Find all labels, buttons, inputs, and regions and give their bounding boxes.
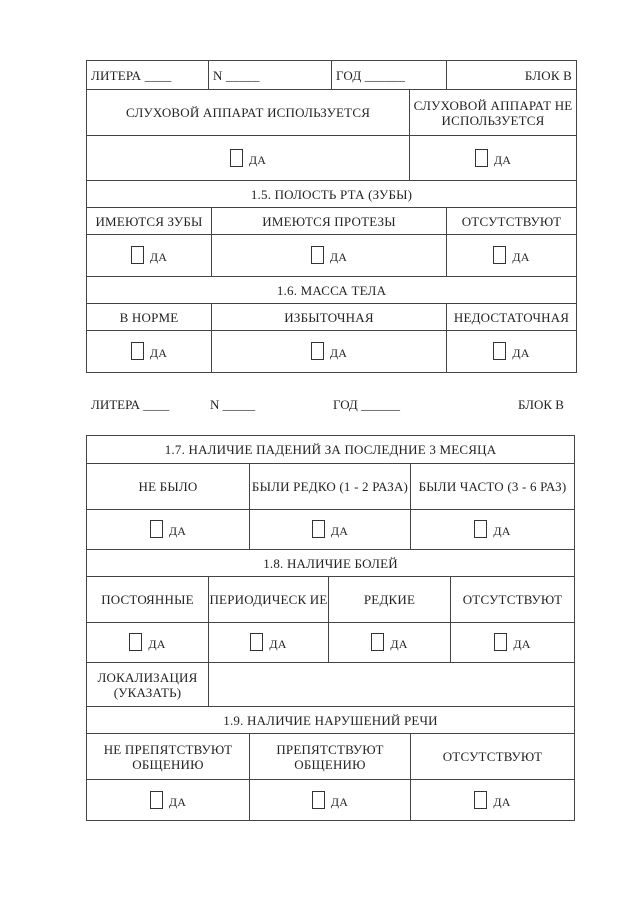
block-field: БЛОК В (447, 61, 577, 90)
number-line: N _____ (210, 397, 256, 412)
speech-checkbox[interactable] (312, 791, 325, 809)
teeth-checkbox[interactable] (493, 246, 506, 264)
weight-option-label: ИЗБЫТОЧНАЯ (212, 304, 447, 331)
falls-option-label: БЫЛИ РЕДКО (1 - 2 РАЗА) (250, 464, 411, 510)
section-speech-title: 1.9. НАЛИЧИЕ НАРУШЕНИЙ РЕЧИ (87, 707, 575, 734)
speech-option-label: НЕ ПРЕПЯТСТВУЮТ ОБЩЕНИЮ (87, 734, 250, 780)
hearing-aid-not-used-checkbox[interactable] (475, 149, 488, 167)
weight-option-yes[interactable] (212, 331, 447, 373)
hearing-aid-used-checkbox[interactable] (230, 149, 243, 167)
bottom-form-table (86, 435, 575, 821)
yes-label: ДА (148, 637, 166, 651)
speech-option-yes[interactable] (250, 780, 411, 821)
yes-label: ДА (269, 637, 287, 651)
section-falls-title: 1.7. НАЛИЧИЕ ПАДЕНИЙ ЗА ПОСЛЕДНИЕ 3 МЕСЯЦА (87, 436, 575, 464)
year-line: ГОД ______ (333, 397, 401, 412)
speech-checkbox[interactable] (474, 791, 487, 809)
falls-checkbox[interactable] (150, 520, 163, 538)
yes-label: ДА (493, 152, 512, 167)
block-line: БЛОК В (518, 397, 564, 412)
litera-field: ЛИТЕРА ____ (87, 61, 209, 90)
pain-option-label: РЕДКИЕ (329, 577, 451, 623)
pain-checkbox[interactable] (250, 633, 263, 651)
yes-label: ДА (149, 250, 168, 264)
teeth-option-label: ИМЕЮТСЯ ПРОТЕЗЫ (212, 208, 447, 235)
pain-option-yes[interactable] (329, 623, 451, 663)
yes-label: ДА (149, 346, 168, 360)
litera-line: ЛИТЕРА ____ (91, 397, 170, 412)
pain-option-label: ОТСУТСТВУЮТ (451, 577, 575, 623)
localization-label: ЛОКАЛИЗАЦИЯ (УКАЗАТЬ) (87, 663, 209, 707)
yes-label: ДА (330, 524, 349, 538)
falls-checkbox[interactable] (312, 520, 325, 538)
localization-input[interactable] (209, 663, 575, 707)
yes-label: ДА (329, 250, 348, 264)
number-field: N _____ (209, 61, 332, 90)
yes-label: ДА (513, 637, 531, 651)
teeth-checkbox[interactable] (131, 246, 144, 264)
top-form-table (86, 60, 577, 373)
hearing-aid-not-used-label: СЛУХОВОЙ АППАРАТ НЕ ИСПОЛЬЗУЕТСЯ (410, 90, 577, 136)
falls-option-label: НЕ БЫЛО (87, 464, 250, 510)
pain-option-yes[interactable] (209, 623, 329, 663)
falls-option-yes[interactable] (250, 510, 411, 550)
yes-label: ДА (512, 250, 530, 264)
teeth-option-yes[interactable] (212, 235, 447, 277)
hearing-aid-used-label: СЛУХОВОЙ АППАРАТ ИСПОЛЬЗУЕТСЯ (87, 90, 410, 136)
speech-option-yes[interactable] (87, 780, 250, 821)
teeth-option-label: ОТСУТСТВУЮТ (447, 208, 577, 235)
teeth-option-yes[interactable] (87, 235, 212, 277)
pain-option-yes[interactable] (451, 623, 575, 663)
speech-option-label: ОТСУТСТВУЮТ (411, 734, 575, 780)
yes-label: ДА (329, 346, 348, 360)
yes-label: ДА (330, 794, 349, 809)
yes-label: ДА (168, 524, 187, 538)
weight-checkbox[interactable] (131, 342, 144, 360)
weight-option-yes[interactable] (447, 331, 577, 373)
yes-label: ДА (493, 524, 511, 538)
falls-checkbox[interactable] (474, 520, 487, 538)
yes-label: ДА (390, 637, 408, 651)
teeth-option-yes[interactable] (447, 235, 577, 277)
section-pain-title: 1.8. НАЛИЧИЕ БОЛЕЙ (87, 550, 575, 577)
yes-label: ДА (512, 346, 530, 360)
falls-option-yes[interactable] (411, 510, 575, 550)
year-field: ГОД ______ (332, 61, 447, 90)
falls-option-label: БЫЛИ ЧАСТО (3 - 6 РАЗ) (411, 464, 575, 510)
speech-option-yes[interactable] (411, 780, 575, 821)
section-teeth-title: 1.5. ПОЛОСТЬ РТА (ЗУБЫ) (87, 181, 577, 208)
weight-option-label: В НОРМЕ (87, 304, 212, 331)
hearing-aid-used-option[interactable] (87, 136, 410, 181)
teeth-option-label: ИМЕЮТСЯ ЗУБЫ (87, 208, 212, 235)
weight-checkbox[interactable] (493, 342, 506, 360)
yes-label: ДА (493, 794, 511, 809)
falls-option-yes[interactable] (87, 510, 250, 550)
weight-checkbox[interactable] (311, 342, 324, 360)
speech-option-label: ПРЕПЯТСТВУЮТ ОБЩЕНИЮ (250, 734, 411, 780)
pain-checkbox[interactable] (129, 633, 142, 651)
hearing-aid-not-used-option[interactable] (410, 136, 577, 181)
pain-checkbox[interactable] (371, 633, 384, 651)
pain-option-label: ПОСТОЯННЫЕ (87, 577, 209, 623)
speech-checkbox[interactable] (150, 791, 163, 809)
weight-option-label: НЕДОСТАТОЧНАЯ (447, 304, 577, 331)
section-weight-title: 1.6. МАССА ТЕЛА (87, 277, 577, 304)
yes-label: ДА (168, 794, 187, 809)
pain-option-yes[interactable] (87, 623, 209, 663)
pain-option-label: ПЕРИОДИЧЕСК ИЕ (209, 577, 329, 623)
yes-label: ДА (248, 152, 267, 167)
weight-option-yes[interactable] (87, 331, 212, 373)
teeth-checkbox[interactable] (311, 246, 324, 264)
pain-checkbox[interactable] (494, 633, 507, 651)
